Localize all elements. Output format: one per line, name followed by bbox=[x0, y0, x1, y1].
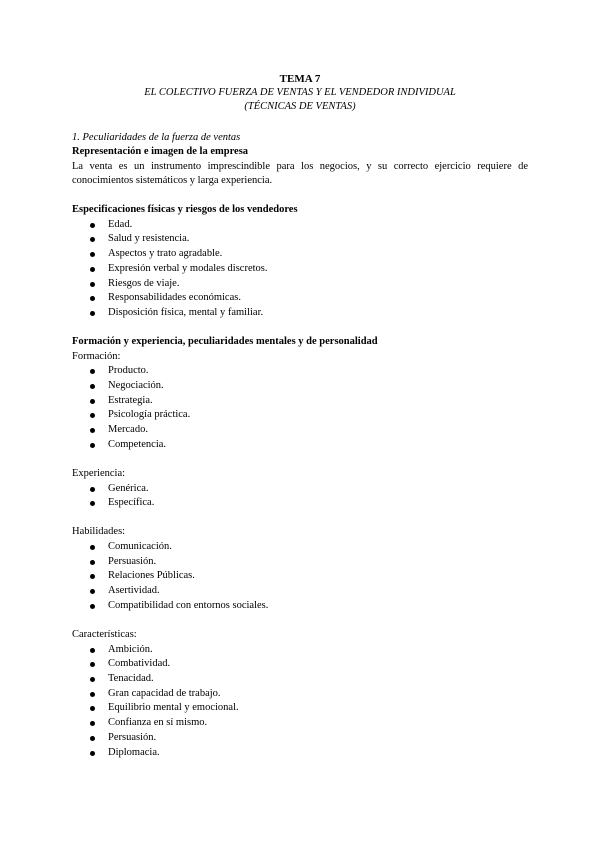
label-formacion: Formación: bbox=[72, 350, 121, 362]
bullet-icon bbox=[90, 662, 95, 667]
list-item: Competencia. bbox=[72, 438, 528, 453]
list-item: Psicología práctica. bbox=[72, 408, 528, 423]
heading-especificaciones: Especificaciones físicas y riesgos de los vendedores bbox=[72, 204, 298, 216]
bullet-icon bbox=[90, 648, 95, 653]
list-item: Responsabilidades económicas. bbox=[72, 291, 528, 306]
list-habilidades bbox=[72, 540, 528, 614]
list-item: Genérica. bbox=[72, 482, 528, 497]
list-formacion bbox=[72, 364, 528, 452]
document-page bbox=[72, 72, 528, 760]
bullet-icon bbox=[90, 545, 95, 550]
bullet-icon bbox=[90, 369, 95, 374]
list-item: Producto. bbox=[72, 364, 528, 379]
list-experiencia bbox=[72, 482, 528, 511]
list-item: Equilibrio mental y emocional. bbox=[72, 701, 528, 716]
bullet-icon bbox=[90, 428, 95, 433]
bullet-icon bbox=[90, 399, 95, 404]
list-item: Específica. bbox=[72, 496, 528, 511]
bullet-icon bbox=[90, 487, 95, 492]
list-item: Riesgos de viaje. bbox=[72, 277, 528, 292]
list-item: Asertividad. bbox=[72, 584, 528, 599]
list-item: Persuasión. bbox=[72, 731, 528, 746]
list-item: Comunicación. bbox=[72, 540, 528, 555]
list-item: Relaciones Públicas. bbox=[72, 569, 528, 584]
label-habilidades: Habilidades: bbox=[72, 526, 126, 538]
bullet-icon bbox=[90, 751, 95, 756]
bullet-icon bbox=[90, 282, 95, 287]
list-item: Estrategia. bbox=[72, 394, 528, 409]
list-caracteristicas bbox=[72, 643, 528, 761]
list-item: Aspectos y trato agradable. bbox=[72, 247, 528, 262]
bullet-icon bbox=[90, 443, 95, 448]
bullet-icon bbox=[90, 267, 95, 272]
list-item: Compatibilidad con entornos sociales. bbox=[72, 599, 528, 614]
list-item: Tenacidad. bbox=[72, 672, 528, 687]
list-item: Salud y resistencia. bbox=[72, 232, 528, 247]
paragraph-representacion: La venta es un instrumento imprescindible para los negocios, y su correcto ejercicio requiere de conocimientos sistemáticos y larga experiencia. bbox=[72, 160, 528, 187]
list-item: Gran capacidad de trabajo. bbox=[72, 687, 528, 702]
label-experiencia: Experiencia: bbox=[72, 467, 126, 479]
bullet-icon bbox=[90, 384, 95, 389]
bullet-icon bbox=[90, 237, 95, 242]
list-item: Diplomacia. bbox=[72, 746, 528, 761]
heading-representacion: Representación e imagen de la empresa bbox=[72, 146, 249, 157]
bullet-icon bbox=[90, 692, 95, 697]
list-item: Confianza en sí mismo. bbox=[72, 716, 528, 731]
bullet-icon bbox=[90, 560, 95, 565]
bullet-icon bbox=[90, 721, 95, 726]
bullet-icon bbox=[90, 677, 95, 682]
list-item: Ambición. bbox=[72, 643, 528, 658]
list-item: Persuasión. bbox=[72, 555, 528, 570]
bullet-icon bbox=[90, 706, 95, 711]
heading-formacion-experiencia: Formación y experiencia, peculiaridades mentales y de personalidad bbox=[72, 336, 378, 348]
bullet-icon bbox=[90, 589, 95, 594]
list-especificaciones bbox=[72, 218, 528, 321]
document-title: TEMA 7 bbox=[279, 73, 321, 85]
bullet-icon bbox=[90, 296, 95, 301]
bullet-icon bbox=[90, 736, 95, 741]
list-item: Mercado. bbox=[72, 423, 528, 438]
list-item: Disposición física, mental y familiar. bbox=[72, 306, 528, 321]
label-caracteristicas: Características: bbox=[72, 629, 137, 641]
list-item: Expresión verbal y modales discretos. bbox=[72, 262, 528, 277]
list-item: Combatividad. bbox=[72, 657, 528, 672]
bullet-icon bbox=[90, 501, 95, 506]
bullet-icon bbox=[90, 413, 95, 418]
list-item: Edad. bbox=[72, 218, 528, 233]
document-subtitle-line2: (TÉCNICAS DE VENTAS) bbox=[244, 101, 356, 112]
document-subtitle-line1: EL COLECTIVO FUERZA DE VENTAS Y EL VENDEDOR INDIVIDUAL bbox=[144, 87, 456, 98]
bullet-icon bbox=[90, 604, 95, 609]
bullet-icon bbox=[90, 574, 95, 579]
bullet-icon bbox=[90, 311, 95, 316]
bullet-icon bbox=[90, 223, 95, 228]
bullet-icon bbox=[90, 252, 95, 257]
section-title: 1. Peculiaridades de la fuerza de ventas bbox=[72, 132, 241, 143]
list-item: Negociación. bbox=[72, 379, 528, 394]
